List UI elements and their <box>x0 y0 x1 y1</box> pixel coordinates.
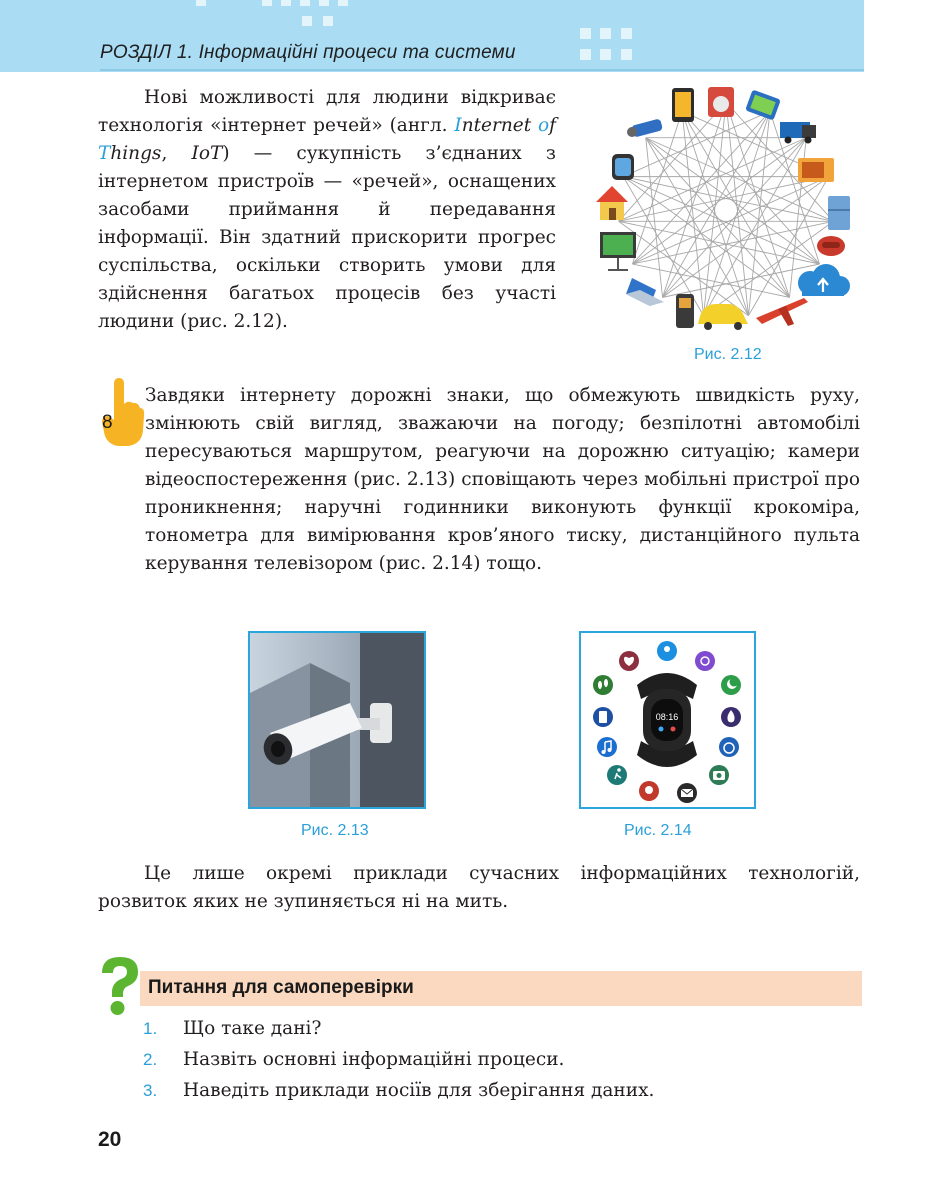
watch-time: 08:16 <box>655 712 679 722</box>
microwave-icon <box>798 158 834 182</box>
iot-network-figure <box>592 80 860 342</box>
smartwatch-icon <box>612 154 634 180</box>
conclusion-text: Це лише окремі приклади сучасних інформаційних технологій, розвиток яких не зупиняється ні на мить. <box>98 863 860 912</box>
questions-title: Питання для самоперевірки <box>148 977 414 998</box>
phone-call-icon <box>695 651 715 671</box>
page-number: 20 <box>98 1128 122 1151</box>
list-item <box>143 1044 654 1075</box>
iot-letter-o: o <box>538 115 550 136</box>
music-icon <box>597 737 617 757</box>
question-text: Наведіть приклади носіїв для зберігання даних. <box>183 1080 655 1101</box>
iot-abbreviation: IoT <box>191 143 223 164</box>
iot-paragraph-part1: Нові можливості для людини відкриває технологія «інтернет речей» (англ. <box>98 87 556 136</box>
truck-icon <box>780 122 816 144</box>
marker-number: 8 <box>102 412 113 433</box>
figure-2-13-caption: Рис. 2.13 <box>301 822 369 839</box>
iot-paragraph-part2: ) — сукупність з’єднаних з інтернетом пристроїв — «речей», оснащених засобами приймання й передавання інформації. Він здатний прискорити прогрес суспільства, оскільки створить умови для здійснення багатьох процесів без участі людини (рис. 2.12). <box>98 143 556 332</box>
iot-examples-paragraph: Завдяки інтернету дорожні знаки, що обмежують швидкість руху, змінюють свій вигляд, зважаючи на погоду; безпілотні автомобілі пересуваються маршрутом, реагуючи на дорожню ситуацію; камери відеоспостереження (рис. 2.13) сповіщають через мобільні пристрої про проникнення; наручні годинники виконують функції крокоміра, тонометра для вимірювання кров’яного тиску, дистанційного пульта керування телевізором (рис. 2.14) тощо. <box>145 385 860 574</box>
question-text: Назвіть основні інформаційні процеси. <box>183 1049 565 1070</box>
fitness-band-illustration <box>581 633 754 807</box>
car-icon <box>698 304 748 330</box>
device-icon <box>593 707 613 727</box>
message-icon <box>677 783 697 803</box>
tablet-icon <box>745 90 781 121</box>
cloud-upload-icon <box>798 264 850 296</box>
security-camera-icon <box>627 118 663 137</box>
security-camera-icon <box>250 633 424 807</box>
tv-stand-icon <box>600 232 636 270</box>
airplane-icon <box>756 298 808 326</box>
smartphone-icon <box>672 88 694 122</box>
alarm-clock-icon <box>719 737 739 757</box>
telephone-icon <box>817 236 845 256</box>
figure-2-12-caption: Рис. 2.12 <box>694 346 762 363</box>
header-divider <box>100 69 864 71</box>
question-number: 3. <box>143 1081 158 1100</box>
weather-icon <box>639 781 659 801</box>
iot-paragraph <box>98 84 556 336</box>
laptop-icon <box>626 278 664 306</box>
heart-icon <box>619 651 639 671</box>
iot-comma: , <box>161 143 192 164</box>
list-item <box>143 1013 654 1044</box>
conclusion-paragraph <box>98 860 860 916</box>
house-icon <box>596 186 628 220</box>
question-text: Що таке дані? <box>183 1018 322 1039</box>
location-icon <box>657 641 677 661</box>
fitness-band-photo <box>579 631 756 809</box>
moon-icon <box>721 675 741 695</box>
question-number: 2. <box>143 1050 158 1069</box>
chapter-title: РОЗДІЛ 1. Інформаційні процеси та системи <box>100 42 516 63</box>
security-camera-photo <box>248 631 426 809</box>
running-icon <box>607 765 627 785</box>
fire-icon <box>721 707 741 727</box>
iot-word-f: f <box>549 115 556 136</box>
questions-list <box>143 1013 654 1106</box>
walkie-talkie-icon <box>676 294 694 328</box>
refrigerator-icon <box>828 196 850 230</box>
figure-2-14-caption: Рис. 2.14 <box>624 822 692 839</box>
list-item <box>143 1075 654 1106</box>
iot-word-nternet: nternet <box>461 115 538 136</box>
camera-icon <box>709 765 729 785</box>
iot-word-hings: hings <box>110 143 162 164</box>
question-mark-icon <box>98 955 142 1017</box>
iot-letter-i: I <box>454 115 462 136</box>
steps-icon <box>593 675 613 695</box>
iot-letter-t: T <box>98 143 111 164</box>
washing-machine-icon <box>708 87 734 117</box>
question-number: 1. <box>143 1019 158 1038</box>
